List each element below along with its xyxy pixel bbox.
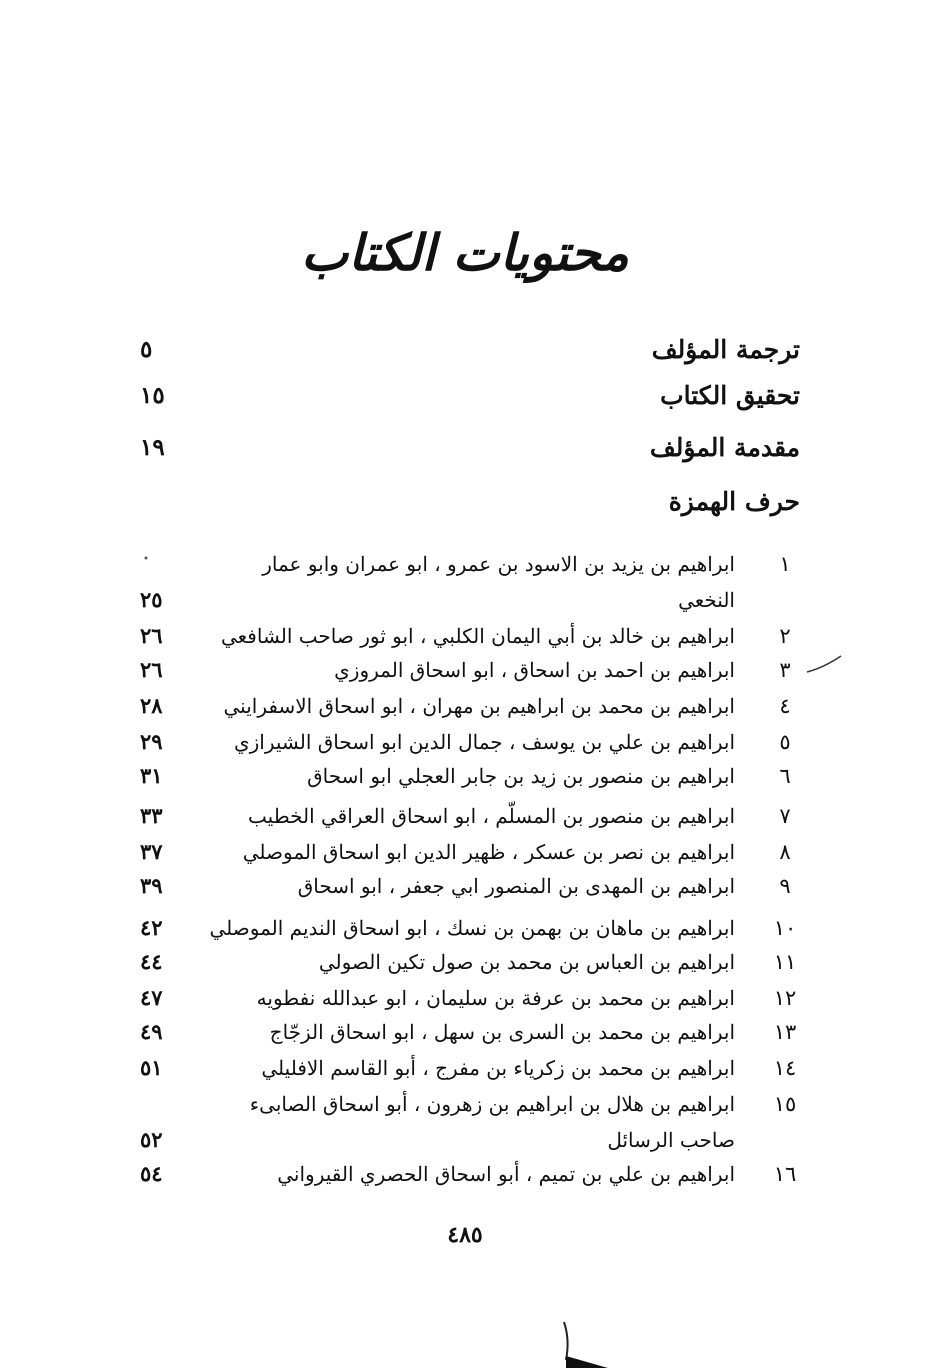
entry-name: ابراهيم بن نصر بن عسكر ، ظهير الدين ابو اسحاق الموصلي xyxy=(242,840,735,864)
toc-entry[interactable] xyxy=(140,758,805,794)
entry-number: ٩ xyxy=(779,874,791,898)
toc-entry[interactable] xyxy=(140,688,805,724)
toc-entry[interactable] xyxy=(140,1086,805,1158)
entry-name: ابراهيم بن يزيد بن الاسود بن عمرو ، ابو عمران وابو عمار النخعي xyxy=(262,552,735,612)
pen-mark xyxy=(805,650,845,680)
entry-number: ٨ xyxy=(779,840,791,864)
entry-page: ٤٩ xyxy=(140,1019,163,1044)
entry-name: ابراهيم بن علي بن يوسف ، جمال الدين ابو اسحاق الشيرازي xyxy=(233,730,735,754)
entry-number: ٢ xyxy=(779,624,791,648)
entry-page: ٣٣ xyxy=(140,803,163,828)
entry-number: ٣ xyxy=(779,658,791,682)
toc-entry[interactable] xyxy=(140,980,805,1016)
toc-entry[interactable] xyxy=(140,868,805,904)
entry-page: ٢٩ xyxy=(140,729,163,754)
toc-entry[interactable] xyxy=(140,1050,805,1086)
toc-section[interactable] xyxy=(140,330,800,370)
entry-name: ابراهيم بن محمد بن عرفة بن سليمان ، ابو عبدالله نفطويه xyxy=(256,986,735,1010)
section-page: ٥ xyxy=(140,336,153,363)
entry-name: ابراهيم بن احمد بن اسحاق ، ابو اسحاق المروزي xyxy=(334,658,735,682)
entry-page: ٢٦ xyxy=(140,657,163,682)
entry-name: ابراهيم بن المهدى بن المنصور ابي جعفر ، ابو اسحاق xyxy=(297,874,735,898)
entry-number: ١٦ xyxy=(773,1162,797,1186)
entry-name: ابراهيم بن خالد بن أبي اليمان الكلبي ، ابو ثور صاحب الشافعي xyxy=(220,624,735,648)
entry-page: ٢٥ xyxy=(140,587,163,612)
entry-number: ١٤ xyxy=(773,1056,797,1080)
page-number: ٤٨٥ xyxy=(447,1222,483,1248)
entry-name: ابراهيم بن محمد بن زكرياء بن مفرج ، أبو القاسم الافليلي xyxy=(261,1056,735,1080)
entry-page: ٣٩ xyxy=(140,873,163,898)
entry-name: ابراهيم بن هلال بن ابراهيم بن زهرون ، أبو اسحاق الصابىء صاحب الرسائل xyxy=(249,1092,735,1152)
page-title: محتويات الكتاب xyxy=(301,223,629,282)
entry-number: ١٣ xyxy=(773,1020,797,1044)
toc-section-heading xyxy=(140,482,800,522)
binding-mark xyxy=(550,1320,610,1370)
entry-name: ابراهيم بن ماهان بن بهمن بن نسك ، ابو اسحاق النديم الموصلي xyxy=(209,916,735,940)
entry-name: ابراهيم بن علي بن تميم ، أبو اسحاق الحصري القيرواني xyxy=(277,1162,735,1186)
section-title: ترجمة المؤلف xyxy=(651,335,800,364)
entry-number: ٥ xyxy=(779,730,791,754)
entry-number: ١١ xyxy=(773,950,797,974)
section-page: ١٩ xyxy=(140,434,165,461)
entry-page: ٥٤ xyxy=(140,1161,163,1186)
entry-page: ٣١ xyxy=(140,763,163,788)
toc-section[interactable] xyxy=(140,376,800,416)
entry-number: ١٢ xyxy=(773,986,797,1010)
entry-name: ابراهيم بن منصور بن المسلّم ، ابو اسحاق العراقي الخطيب xyxy=(248,804,735,828)
entry-number: ٤ xyxy=(779,694,791,718)
toc-entry[interactable] xyxy=(140,618,805,654)
toc-section[interactable] xyxy=(140,428,800,468)
toc-entry[interactable] xyxy=(140,798,805,834)
entry-number: ٦ xyxy=(779,764,791,788)
toc-entry[interactable] xyxy=(140,944,805,980)
section-page: ١٥ xyxy=(140,382,165,409)
speck-mark xyxy=(140,552,152,564)
entry-name: ابراهيم بن محمد بن ابراهيم بن مهران ، ابو اسحاق الاسفرايني xyxy=(223,694,735,718)
entry-name: ابراهيم بن العباس بن محمد بن صول تكين الصولي xyxy=(318,950,735,974)
entry-number: ٧ xyxy=(779,804,791,828)
section-title: حرف الهمزة xyxy=(668,487,800,516)
entry-name: ابراهيم بن منصور بن زيد بن جابر العجلي ابو اسحاق xyxy=(307,764,735,788)
entry-number: ١٥ xyxy=(773,1092,797,1116)
toc-entry[interactable] xyxy=(140,834,805,870)
entry-number: ١٠ xyxy=(773,916,797,940)
entry-page: ٣٧ xyxy=(140,839,163,864)
toc-entry[interactable] xyxy=(140,1014,805,1050)
entry-page: ٤٤ xyxy=(140,949,163,974)
entry-page: ٢٦ xyxy=(140,623,163,648)
toc-entry[interactable] xyxy=(140,910,805,946)
toc-entry[interactable] xyxy=(140,546,805,618)
entry-page: ٤٧ xyxy=(140,985,163,1010)
entry-page: ٥٢ xyxy=(140,1127,163,1152)
toc-entry[interactable] xyxy=(140,1156,805,1192)
entry-number: ١ xyxy=(779,552,791,576)
entry-page: ٤٢ xyxy=(140,915,163,940)
section-title: تحقيق الكتاب xyxy=(660,381,800,410)
section-title: مقدمة المؤلف xyxy=(649,433,800,462)
entry-page: ٥١ xyxy=(140,1055,163,1080)
entry-name: ابراهيم بن محمد بن السرى بن سهل ، ابو اسحاق الزجّاج xyxy=(269,1020,735,1044)
toc-entry[interactable] xyxy=(140,652,805,688)
toc-entry[interactable] xyxy=(140,724,805,760)
entry-page: ٢٨ xyxy=(140,693,163,718)
